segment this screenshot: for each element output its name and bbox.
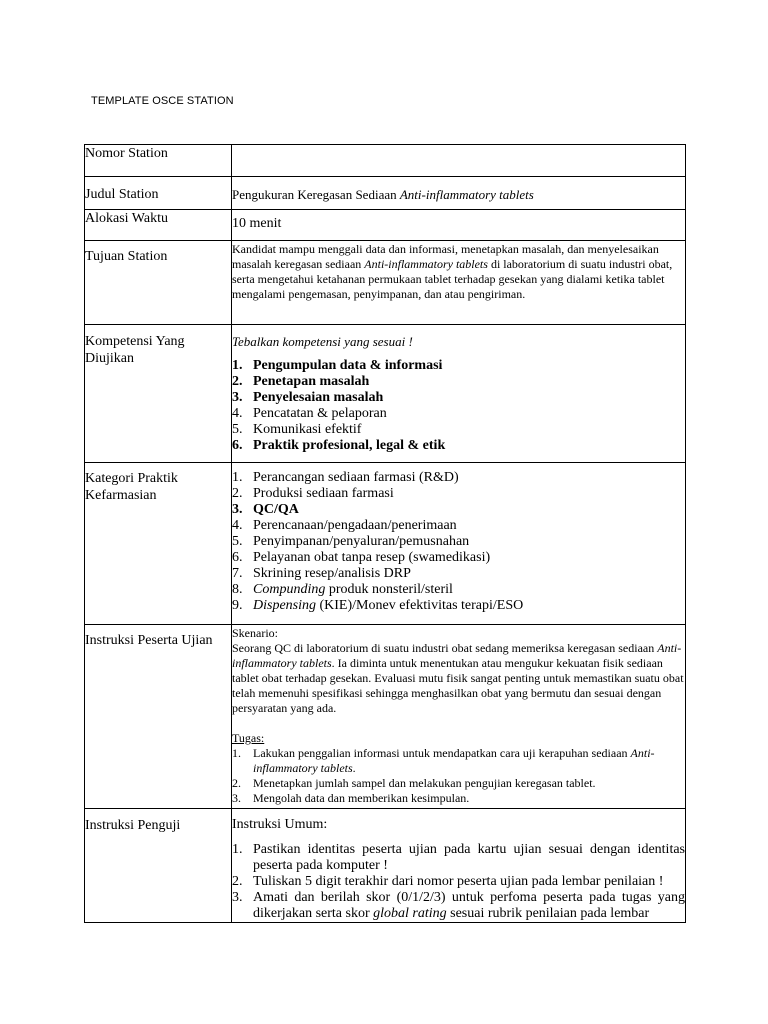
- item-number: 8.: [232, 582, 243, 597]
- row-kategori: [85, 463, 686, 625]
- item-number: 2.: [232, 486, 243, 501]
- item-text: Mengolah data dan memberikan kesimpulan.: [253, 791, 470, 805]
- value-instruksi-penguji: [232, 809, 686, 923]
- item-number: 1.: [232, 358, 243, 373]
- item-text: Pencatatan & pelaporan: [253, 406, 387, 421]
- item-number: 2.: [232, 776, 241, 790]
- item-number: 4.: [232, 406, 243, 421]
- label-tujuan-station: Tujuan Station: [85, 241, 232, 325]
- value-alokasi-waktu: 10 menit: [232, 210, 686, 241]
- penguji-item: [232, 874, 685, 890]
- value-nomor-station: [232, 145, 686, 177]
- item-text: QC/QA: [253, 502, 299, 517]
- label-kompetensi: Kompetensi Yang Diujikan: [85, 325, 232, 463]
- item-number: 1.: [232, 746, 241, 760]
- instruksi-umum-heading: Instruksi Umum:: [232, 817, 328, 832]
- item-text: Menetapkan jumlah sampel dan melakukan pengujian keregasan tablet.: [253, 776, 596, 790]
- item-text: Penyimpanan/penyaluran/pemusnahan: [253, 534, 470, 549]
- item-text: produk nonsteril/steril: [325, 582, 453, 597]
- item-text: Penetapan masalah: [253, 374, 370, 389]
- penguji-item: [232, 842, 685, 874]
- item-text: Praktik profesional, legal & etik: [253, 438, 446, 453]
- kompetensi-item: [232, 438, 685, 454]
- item-number: 7.: [232, 566, 243, 581]
- tugas-label: Tugas:: [232, 731, 265, 745]
- item-number: 2.: [232, 874, 243, 889]
- label-nomor-station: Nomor Station: [85, 145, 232, 177]
- item-number: 6.: [232, 550, 243, 565]
- item-suffix: .: [352, 761, 356, 775]
- value-instruksi-peserta: [232, 625, 686, 809]
- item-text: Lakukan penggalian informasi untuk mendapatkan cara uji kerapuhan sediaan: [253, 746, 631, 760]
- item-text-2: sesuai rubrik penilaian pada lembar: [446, 906, 650, 921]
- item-text: Produksi sediaan farmasi: [253, 486, 394, 501]
- penguji-item: [232, 890, 685, 922]
- item-text: Perencanaan/pengadaan/penerimaan: [253, 518, 457, 533]
- label-alokasi-waktu: Alokasi Waktu: [85, 210, 232, 241]
- item-italic-text: global rating: [373, 906, 447, 921]
- item-text: Skrining resep/analisis DRP: [253, 566, 411, 581]
- skenario-text: [232, 641, 685, 716]
- kategori-item: [232, 518, 685, 534]
- kategori-list: [232, 470, 685, 614]
- kompetensi-item: [232, 406, 685, 422]
- item-number: 5.: [232, 534, 243, 549]
- kategori-item: [232, 582, 685, 598]
- item-number: 3.: [232, 890, 243, 905]
- kompetensi-instruction: Tebalkan kompetensi yang sesuai !: [232, 334, 413, 349]
- item-number: 3.: [232, 390, 243, 405]
- skenario-label: Skenario:: [232, 626, 278, 640]
- row-kompetensi: [85, 325, 686, 463]
- item-text: Pengumpulan data & informasi: [253, 358, 443, 373]
- osce-station-table: [84, 144, 686, 923]
- kategori-item: [232, 502, 685, 518]
- kompetensi-list: [232, 358, 685, 454]
- value-judul-station: [232, 177, 686, 210]
- item-text: Komunikasi efektif: [253, 422, 362, 437]
- item-number: 5.: [232, 422, 243, 437]
- row-nomor-station: [85, 145, 686, 177]
- tujuan-text-2: di laboratorium di suatu industri obat, serta mengetahui ketahanan permukaan tablet terhadap gesekan yang dialami ketika tablet mengalami pengemasan, penyimpanan, dan atau pengiriman.: [232, 257, 673, 301]
- row-instruksi-peserta: [85, 625, 686, 809]
- skenario-italic-text: Anti-inflammatory tablets: [232, 641, 682, 670]
- label-instruksi-peserta: Instruksi Peserta Ujian: [85, 625, 232, 809]
- kategori-item: [232, 566, 685, 582]
- kompetensi-item: [232, 358, 685, 374]
- value-kategori: [232, 463, 686, 625]
- item-number: 4.: [232, 518, 243, 533]
- item-number: 1.: [232, 842, 243, 857]
- skenario-text-1: Seorang QC di laboratorium di suatu industri obat sedang memeriksa keregasan sediaan: [232, 641, 658, 655]
- item-text: Tuliskan 5 digit terakhir dari nomor peserta ujian pada lembar penilaian !: [253, 874, 664, 889]
- item-italic-text: Compunding: [253, 582, 326, 597]
- kategori-item: [232, 470, 685, 486]
- item-text: Pastikan identitas peserta ujian pada kartu ujian sesuai dengan identitas peserta pada komputer !: [253, 842, 685, 873]
- kompetensi-item: [232, 390, 685, 406]
- item-number: 6.: [232, 438, 243, 453]
- kategori-item: [232, 550, 685, 566]
- judul-italic-text: Anti-inflammatory tablets: [399, 187, 534, 202]
- item-italic-text: Dispensing: [253, 598, 316, 613]
- row-judul-station: [85, 177, 686, 210]
- label-kategori: Kategori Praktik Kefarmasian: [85, 463, 232, 625]
- judul-text: Pengukuran Keregasan Sediaan: [232, 187, 400, 202]
- item-number: 3.: [232, 502, 243, 517]
- penguji-list: [232, 842, 685, 922]
- tujuan-italic-text: Anti-inflammatory tablets: [364, 257, 488, 271]
- tujuan-text-1: Kandidat mampu menggali data dan informasi, menetapkan masalah, dan menyelesaikan masalah keregasan sediaan: [232, 242, 659, 271]
- value-kompetensi: [232, 325, 686, 463]
- kategori-item: [232, 534, 685, 550]
- item-number: 9.: [232, 598, 243, 613]
- row-instruksi-penguji: [85, 809, 686, 923]
- kompetensi-item: [232, 374, 685, 390]
- item-text: Penyelesaian masalah: [253, 390, 384, 405]
- skenario-text-2: . Ia diminta untuk menentukan atau mengukur kekuatan fisik sediaan tablet obat terhadap gesekan. Evaluasi mutu fisik sangat penting untuk memastikan suatu obat telah memenuhi spesifikasi sehingga menghasilkan obat yang bermutu dan sesuai dengan persyaratan yang ada.: [232, 656, 684, 715]
- item-text: Pelayanan obat tanpa resep (swamedikasi): [253, 550, 491, 565]
- item-text: Perancangan sediaan farmasi (R&D): [253, 470, 459, 485]
- tugas-list: [232, 746, 685, 806]
- tugas-item: [232, 746, 685, 776]
- label-judul-station: Judul Station: [85, 177, 232, 210]
- item-text: (KIE)/Monev efektivitas terapi/ESO: [316, 598, 524, 613]
- item-number: 1.: [232, 470, 243, 485]
- kategori-item: [232, 486, 685, 502]
- item-italic-text: Anti-inflammatory tablets: [253, 746, 655, 775]
- tugas-item: [232, 791, 685, 806]
- kategori-item: [232, 598, 685, 614]
- row-alokasi-waktu: [85, 210, 686, 241]
- kompetensi-item: [232, 422, 685, 438]
- value-tujuan-station: [232, 241, 686, 325]
- item-number: 2.: [232, 374, 243, 389]
- tugas-item: [232, 776, 685, 791]
- item-number: 3.: [232, 791, 241, 805]
- document-title: TEMPLATE OSCE STATION: [91, 95, 234, 107]
- row-tujuan-station: [85, 241, 686, 325]
- item-text-1: Amati dan berilah skor (0/1/2/3) untuk perfoma peserta pada tugas yang dikerjakan serta skor: [253, 890, 685, 921]
- label-instruksi-penguji: Instruksi Penguji: [85, 809, 232, 923]
